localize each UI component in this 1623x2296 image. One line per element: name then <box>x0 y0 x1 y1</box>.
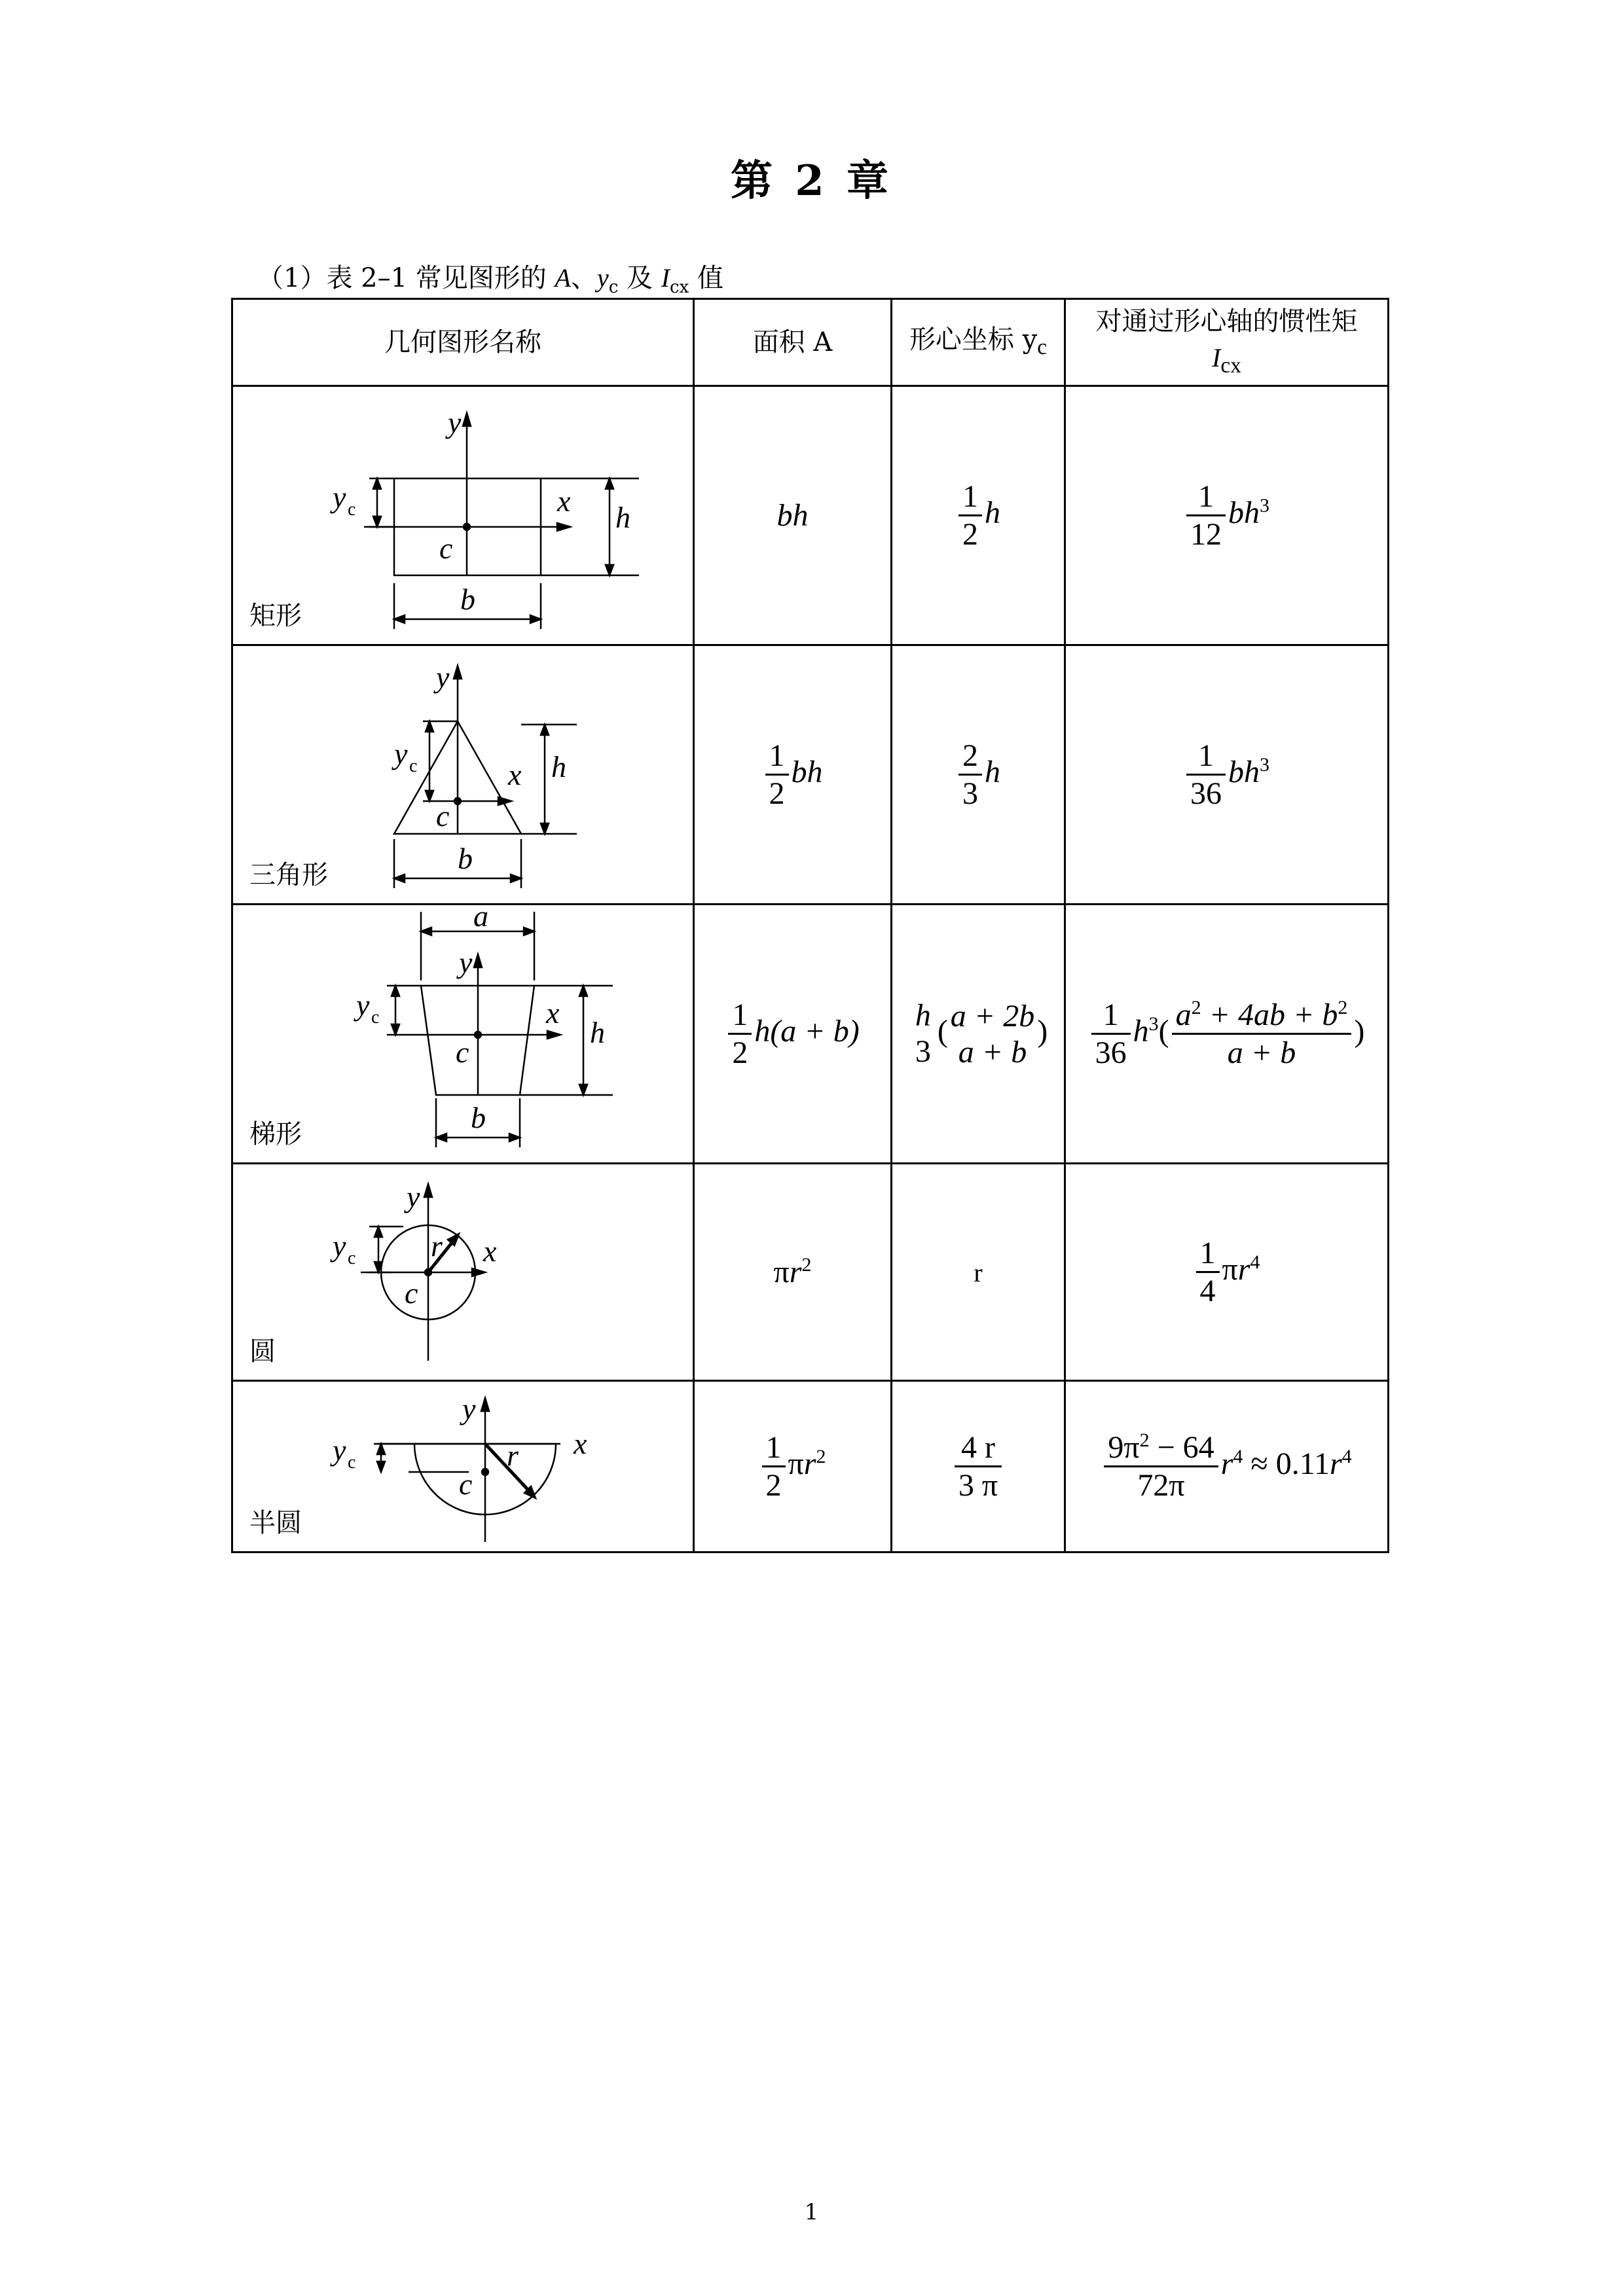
centroid-cell: r <box>892 1164 1065 1381</box>
label-r: r <box>431 1229 443 1263</box>
label-yc: y <box>333 1433 346 1467</box>
label-x: x <box>574 1427 587 1460</box>
shape-name: 梯形 <box>249 1119 302 1149</box>
label-x: x <box>483 1234 497 1268</box>
shape-cell-trapezoid <box>232 905 694 1164</box>
area-cell: $\frac{1}{2}$ h(a + b) <box>694 905 892 1164</box>
table-row <box>232 386 1389 645</box>
label-h: h <box>615 501 630 534</box>
label-c: c <box>439 531 453 565</box>
shape-name: 三角形 <box>249 860 328 890</box>
shape-cell-triangle <box>232 645 694 905</box>
label-yc: y <box>333 480 346 514</box>
label-a: a <box>473 905 488 933</box>
inertia-cell: $\frac{1}{12}$ $bh^3$ <box>1065 386 1389 645</box>
circle-diagram <box>233 1164 695 1382</box>
shape-name: 矩形 <box>249 601 302 631</box>
label-yc: y <box>333 1229 346 1263</box>
label-b: b <box>460 583 475 616</box>
page-number: 1 <box>804 2199 819 2225</box>
inertia-cell: $\frac{9\pi^2 - 64}{72\pi}$ $r^4 \approx 0.11r^4$ <box>1065 1381 1389 1552</box>
label-x: x <box>557 484 571 518</box>
rectangle-diagram <box>233 387 695 646</box>
area-cell: bh <box>694 386 892 645</box>
centroid-cell: $\frac{2}{3}$ h <box>892 645 1065 905</box>
svg-text:c: c <box>348 1248 356 1268</box>
centroid-cell: $\frac{1}{2}$ h <box>892 386 1065 645</box>
shape-name: 圆 <box>249 1336 276 1367</box>
label-y: y <box>436 660 450 694</box>
header-centroid: 形心坐标 $y_c$ <box>892 299 1065 386</box>
label-y: y <box>448 406 462 439</box>
label-h: h <box>590 1016 605 1049</box>
label-h: h <box>551 750 566 783</box>
centroid-cell: $\frac{4 r}{3 \pi}$ <box>892 1381 1065 1552</box>
label-c: c <box>459 1467 473 1501</box>
area-cell: $\pi r^2$ <box>694 1164 892 1381</box>
semicircle-diagram <box>233 1382 695 1553</box>
inertia-cell: $\frac{1}{36}$ $bh^3$ <box>1065 645 1389 905</box>
label-r: r <box>507 1439 519 1472</box>
centroid-cell: h 3 ( a + 2b a + b ) <box>892 905 1065 1164</box>
label-b: b <box>471 1101 486 1134</box>
table-row <box>232 645 1389 905</box>
label-c: c <box>405 1276 418 1310</box>
table-row <box>232 1164 1389 1381</box>
svg-text:c: c <box>409 756 418 776</box>
header-shape: 几何图形名称 <box>232 299 694 386</box>
svg-text:c: c <box>371 1007 380 1028</box>
shape-cell-semicircle <box>232 1381 694 1552</box>
svg-text:c: c <box>348 499 356 520</box>
header-row <box>232 299 1389 386</box>
label-y: y <box>407 1180 420 1213</box>
chapter-title: 第 2 章 <box>730 156 893 206</box>
label-b: b <box>458 842 473 875</box>
trapezoid-diagram <box>233 905 695 1164</box>
label-c: c <box>436 799 450 833</box>
table-row <box>232 905 1389 1164</box>
shape-name: 半圆 <box>249 1508 302 1538</box>
shape-cell-circle <box>232 1164 694 1381</box>
inertia-cell: $\frac{1}{36}$ $h^3$( $\frac{a^2 + 4ab + b^2}{a + b}$ ) <box>1065 905 1389 1164</box>
header-area: 面积 A <box>694 299 892 386</box>
table-caption: （1）表 2–1 常见图形的 A、$y_c$ 及 $I_{cx}$ 值 <box>257 263 723 297</box>
properties-table <box>231 298 1389 1553</box>
label-yc: y <box>356 988 370 1022</box>
inertia-cell: $\frac{1}{4}$ $\pi r^4$ <box>1065 1164 1389 1381</box>
label-c: c <box>456 1035 469 1069</box>
table-row <box>232 1381 1389 1552</box>
label-x: x <box>546 996 560 1030</box>
area-cell: $\frac{1}{2}$ bh <box>694 645 892 905</box>
shape-cell-rectangle <box>232 386 694 645</box>
header-inertia: 对通过形心轴的惯性矩 $I_{cx}$ <box>1065 299 1389 386</box>
label-x: x <box>508 758 522 791</box>
svg-text:c: c <box>348 1452 356 1473</box>
label-y: y <box>459 946 473 979</box>
label-yc: y <box>394 737 408 770</box>
label-y: y <box>462 1392 476 1426</box>
area-cell: $\frac{1}{2}$ $\pi r^2$ <box>694 1381 892 1552</box>
